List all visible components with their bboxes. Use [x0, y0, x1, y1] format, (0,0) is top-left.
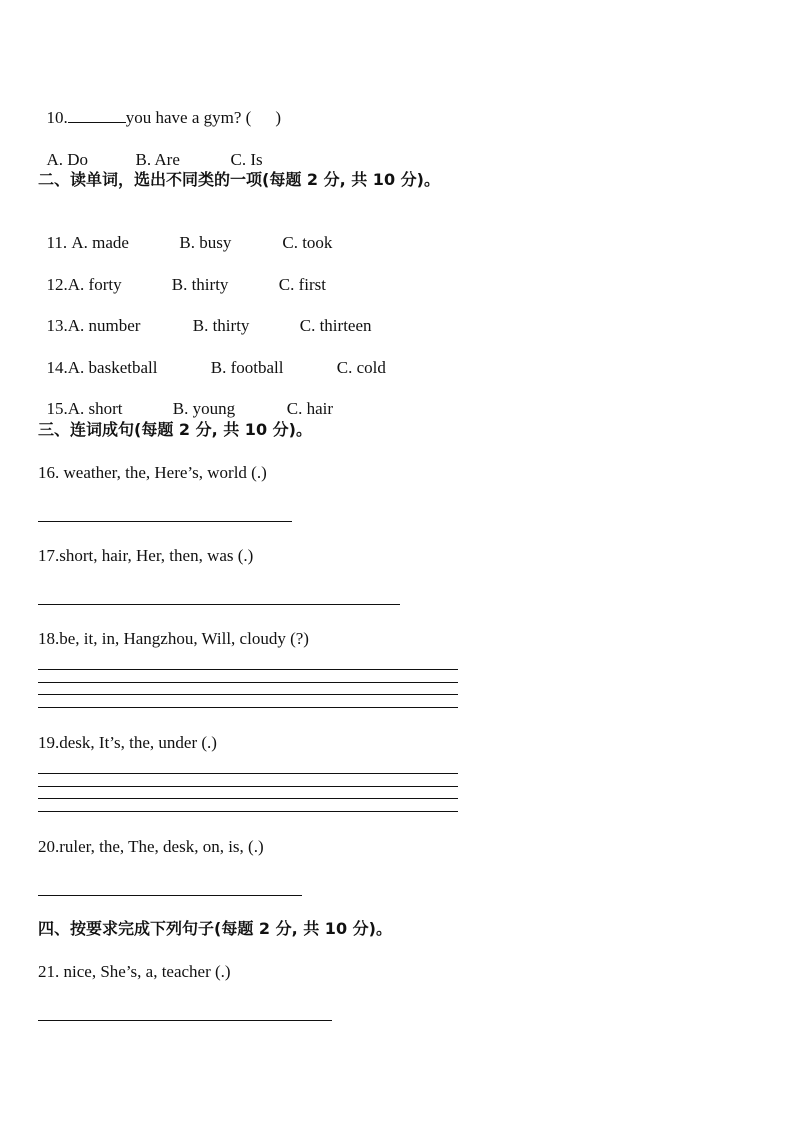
question-number: 13. — [46, 316, 68, 335]
option-c: C. cold — [336, 358, 386, 377]
question-20: 20.ruler, the, The, desk, on, is, (.) — [38, 837, 264, 856]
section-4-title: 四、按要求完成下列句子(每题 2 分, 共 10 分)。 — [38, 919, 392, 938]
question-14 — [38, 338, 386, 378]
option-b: B. football — [210, 358, 284, 377]
option-a: A. forty — [67, 275, 122, 294]
question-17: 17.short, hair, Her, then, was (.) — [38, 546, 254, 565]
answer-line[interactable] — [38, 786, 458, 787]
question-19: 19.desk, It’s, the, under (.) — [38, 733, 217, 752]
question-10 — [38, 88, 281, 128]
answer-line[interactable] — [38, 521, 292, 522]
section-2-title: 二、读单词，选出不同类的一项(每题 2 分, 共 10 分)。 — [38, 170, 440, 189]
answer-line[interactable] — [38, 1020, 332, 1021]
option-b: B. young — [172, 399, 236, 418]
question-15 — [38, 379, 333, 419]
answer-line[interactable] — [38, 669, 458, 670]
option-a: A. made — [71, 233, 129, 252]
question-13 — [38, 296, 372, 336]
answer-line[interactable] — [38, 773, 458, 774]
answer-line[interactable] — [38, 604, 400, 605]
option-a: A. short — [67, 399, 123, 418]
question-text: you have a gym? ( — [125, 108, 252, 127]
option-c: C. hair — [286, 399, 334, 418]
question-number: 11. — [46, 233, 72, 252]
option-a: A. basketball — [67, 358, 158, 377]
question-18: 18.be, it, in, Hangzhou, Will, cloudy (?) — [38, 629, 309, 648]
question-21: 21. nice, She’s, a, teacher (.) — [38, 962, 231, 981]
question-number: 10. — [46, 108, 68, 127]
bracket-close: ) — [275, 108, 281, 127]
option-c: C. Is — [230, 150, 263, 169]
option-b: B. Are — [135, 150, 180, 169]
option-c: C. thirteen — [299, 316, 372, 335]
answer-line[interactable] — [38, 707, 458, 708]
answer-line[interactable] — [38, 694, 458, 695]
question-number: 14. — [46, 358, 68, 377]
answer-line[interactable] — [38, 798, 458, 799]
question-12 — [38, 255, 326, 295]
question-10-options — [38, 130, 263, 170]
answer-line[interactable] — [38, 895, 302, 896]
option-b: B. thirty — [171, 275, 229, 294]
answer-blank[interactable] — [68, 108, 126, 123]
question-number: 12. — [46, 275, 68, 294]
answer-line[interactable] — [38, 811, 458, 812]
option-c: C. took — [282, 233, 333, 252]
option-a: A. number — [67, 316, 141, 335]
question-11 — [38, 213, 332, 253]
section-3-title: 三、连词成句(每题 2 分, 共 10 分)。 — [38, 420, 312, 439]
option-b: B. thirty — [192, 316, 250, 335]
option-b: B. busy — [179, 233, 232, 252]
option-a: A. Do — [46, 150, 89, 169]
option-c: C. first — [278, 275, 326, 294]
question-16: 16. weather, the, Here’s, world (.) — [38, 463, 267, 482]
question-number: 15. — [46, 399, 68, 418]
answer-line[interactable] — [38, 682, 458, 683]
